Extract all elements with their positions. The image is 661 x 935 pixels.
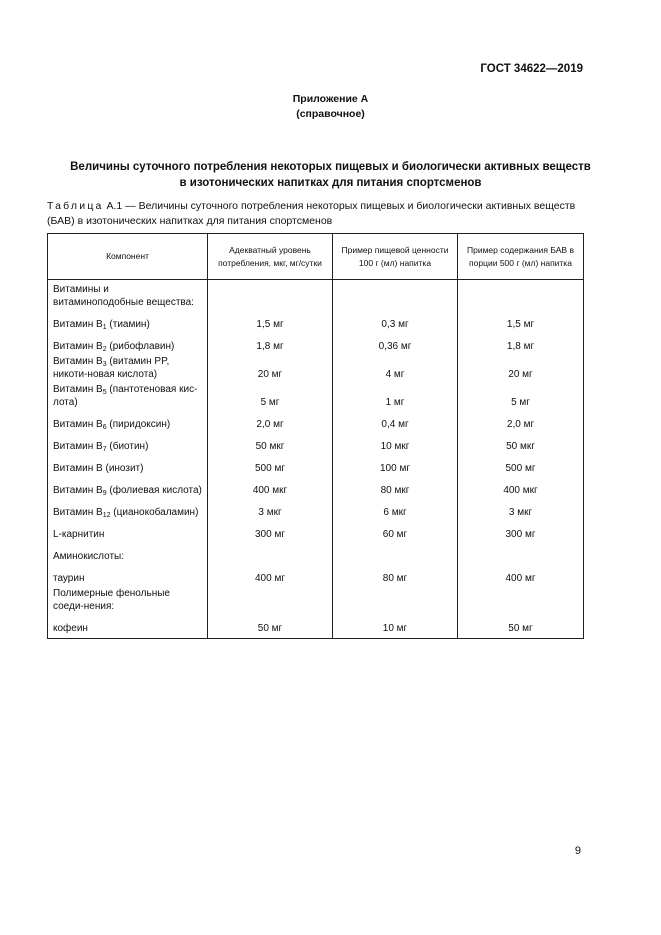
column-header-per-100: Пример пищевой ценности 100 г (мл) напитка — [333, 234, 458, 280]
component-name: Витамин B (инозит) — [53, 463, 144, 474]
table-row — [48, 615, 584, 639]
cell-component — [48, 565, 208, 587]
nutrient-table — [47, 233, 584, 639]
component-subscript: 3 — [102, 361, 107, 368]
cell-per-100 — [333, 280, 458, 312]
cell-per-500: 400 мг — [458, 565, 584, 587]
table-header-row — [48, 234, 584, 280]
cell-adequate-level: 1,5 мг — [208, 311, 333, 333]
cell-per-100: 4 мг — [333, 355, 458, 383]
table-body — [48, 280, 584, 639]
cell-per-100: 6 мкг — [333, 499, 458, 521]
component-name: Витамины и витаминоподобные вещества: — [53, 284, 194, 308]
cell-per-100 — [333, 543, 458, 565]
component-name: Витамин B — [53, 341, 103, 352]
table-row — [48, 433, 584, 455]
cell-component — [48, 280, 208, 312]
table-row — [48, 355, 584, 383]
cell-adequate-level — [208, 280, 333, 312]
cell-component — [48, 499, 208, 521]
cell-per-500: 1,5 мг — [458, 311, 584, 333]
table-row — [48, 411, 584, 433]
table-caption-label: Таблица — [47, 200, 104, 212]
cell-per-500: 20 мг — [458, 355, 584, 383]
table-row — [48, 455, 584, 477]
table-row — [48, 333, 584, 355]
component-name-suffix: (пантотеновая кис-лота) — [53, 384, 198, 408]
cell-component — [48, 311, 208, 333]
component-subscript: 1 — [102, 324, 107, 331]
cell-component — [48, 355, 208, 383]
cell-adequate-level: 50 мг — [208, 615, 333, 639]
table-row — [48, 565, 584, 587]
component-subscript: 6 — [102, 424, 107, 431]
cell-component — [48, 587, 208, 615]
cell-per-100: 80 мкг — [333, 477, 458, 499]
document-title-line-2: в изотонических напитках для питания спортсменов — [179, 177, 482, 189]
page-number: 9 — [574, 845, 581, 857]
component-subscript: 2 — [102, 346, 107, 353]
component-name: таурин — [53, 573, 85, 584]
cell-per-100: 0,3 мг — [333, 311, 458, 333]
component-subscript: 9 — [102, 490, 107, 497]
cell-per-500: 5 мг — [458, 383, 584, 411]
table-row — [48, 543, 584, 565]
cell-adequate-level: 3 мкг — [208, 499, 333, 521]
cell-per-100: 10 мкг — [333, 433, 458, 455]
cell-per-500: 50 мкг — [458, 433, 584, 455]
table-caption — [47, 199, 587, 229]
component-name: Полимерные фенольные соеди-нения: — [53, 588, 170, 612]
component-subscript: 12 — [102, 512, 111, 519]
component-name-suffix: (витамин PP, никоти-новая кислота) — [53, 356, 170, 380]
table-row — [48, 477, 584, 499]
table-row — [48, 521, 584, 543]
cell-component — [48, 615, 208, 639]
table-row — [48, 280, 584, 312]
component-name: Витамин B — [53, 507, 103, 518]
column-header-component: Компонент — [48, 234, 208, 280]
cell-per-500: 50 мг — [458, 615, 584, 639]
column-header-per-500: Пример содержания БАВ в порции 500 г (мл) напитка — [458, 234, 584, 280]
cell-per-500: 3 мкг — [458, 499, 584, 521]
cell-per-500: 2,0 мг — [458, 411, 584, 433]
cell-per-500: 400 мкг — [458, 477, 584, 499]
cell-per-100: 1 мг — [333, 383, 458, 411]
cell-component — [48, 455, 208, 477]
cell-adequate-level: 50 мкг — [208, 433, 333, 455]
cell-per-100: 80 мг — [333, 565, 458, 587]
cell-per-100: 60 мг — [333, 521, 458, 543]
column-header-adequate-level: Адекватный уровень потребления, мкг, мг/сутки — [208, 234, 333, 280]
cell-per-500: 1,8 мг — [458, 333, 584, 355]
component-subscript: 5 — [102, 389, 107, 396]
cell-adequate-level: 400 мкг — [208, 477, 333, 499]
component-name: кофеин — [53, 623, 88, 634]
appendix-heading — [0, 92, 661, 122]
cell-adequate-level: 2,0 мг — [208, 411, 333, 433]
cell-per-500 — [458, 587, 584, 615]
cell-component — [48, 433, 208, 455]
cell-adequate-level: 500 мг — [208, 455, 333, 477]
component-name-suffix: (цианокобаламин) — [110, 507, 199, 518]
component-name: Витамин B — [53, 356, 103, 367]
standard-number: ГОСТ 34622—2019 — [480, 63, 583, 75]
cell-component — [48, 477, 208, 499]
cell-per-100: 0,4 мг — [333, 411, 458, 433]
cell-per-100: 100 мг — [333, 455, 458, 477]
document-title — [40, 159, 621, 191]
appendix-subtitle: (справочное) — [296, 108, 365, 120]
table-row — [48, 499, 584, 521]
cell-per-500 — [458, 280, 584, 312]
cell-adequate-level: 5 мг — [208, 383, 333, 411]
cell-component — [48, 411, 208, 433]
table-row — [48, 587, 584, 615]
cell-per-100 — [333, 587, 458, 615]
cell-component — [48, 383, 208, 411]
component-name: Витамин B — [53, 419, 103, 430]
cell-component — [48, 333, 208, 355]
table-row — [48, 383, 584, 411]
component-name: Витамин B — [53, 441, 103, 452]
cell-per-500 — [458, 543, 584, 565]
component-name-suffix: (биотин) — [106, 441, 149, 452]
cell-per-500: 300 мг — [458, 521, 584, 543]
component-subscript: 7 — [102, 446, 107, 453]
cell-per-500: 500 мг — [458, 455, 584, 477]
component-name: Витамин B — [53, 319, 103, 330]
cell-per-100: 0,36 мг — [333, 333, 458, 355]
component-name: Витамин B — [53, 384, 103, 395]
cell-per-100: 10 мг — [333, 615, 458, 639]
component-name-suffix: (тиамин) — [106, 319, 150, 330]
cell-adequate-level — [208, 543, 333, 565]
cell-component — [48, 521, 208, 543]
table-caption-text: А.1 — Величины суточного потребления некоторых пищевых и биологически активных веществ (БАВ) в изотонических напитках для питания спортсменов — [47, 200, 576, 227]
cell-adequate-level: 300 мг — [208, 521, 333, 543]
component-name-suffix: (рибофлавин) — [106, 341, 175, 352]
component-name: Витамин B — [53, 485, 103, 496]
cell-adequate-level: 400 мг — [208, 565, 333, 587]
appendix-title: Приложение А — [292, 93, 369, 105]
cell-adequate-level — [208, 587, 333, 615]
cell-adequate-level: 1,8 мг — [208, 333, 333, 355]
document-title-line-1: Величины суточного потребления некоторых пищевых и биологически активных веществ — [70, 161, 591, 173]
component-name: L-карнитин — [53, 529, 105, 540]
cell-component — [48, 543, 208, 565]
cell-adequate-level: 20 мг — [208, 355, 333, 383]
table-row — [48, 311, 584, 333]
component-name-suffix: (пиридоксин) — [106, 419, 171, 430]
component-name-suffix: (фолиевая кислота) — [106, 485, 202, 496]
component-name: Аминокислоты: — [53, 551, 125, 562]
